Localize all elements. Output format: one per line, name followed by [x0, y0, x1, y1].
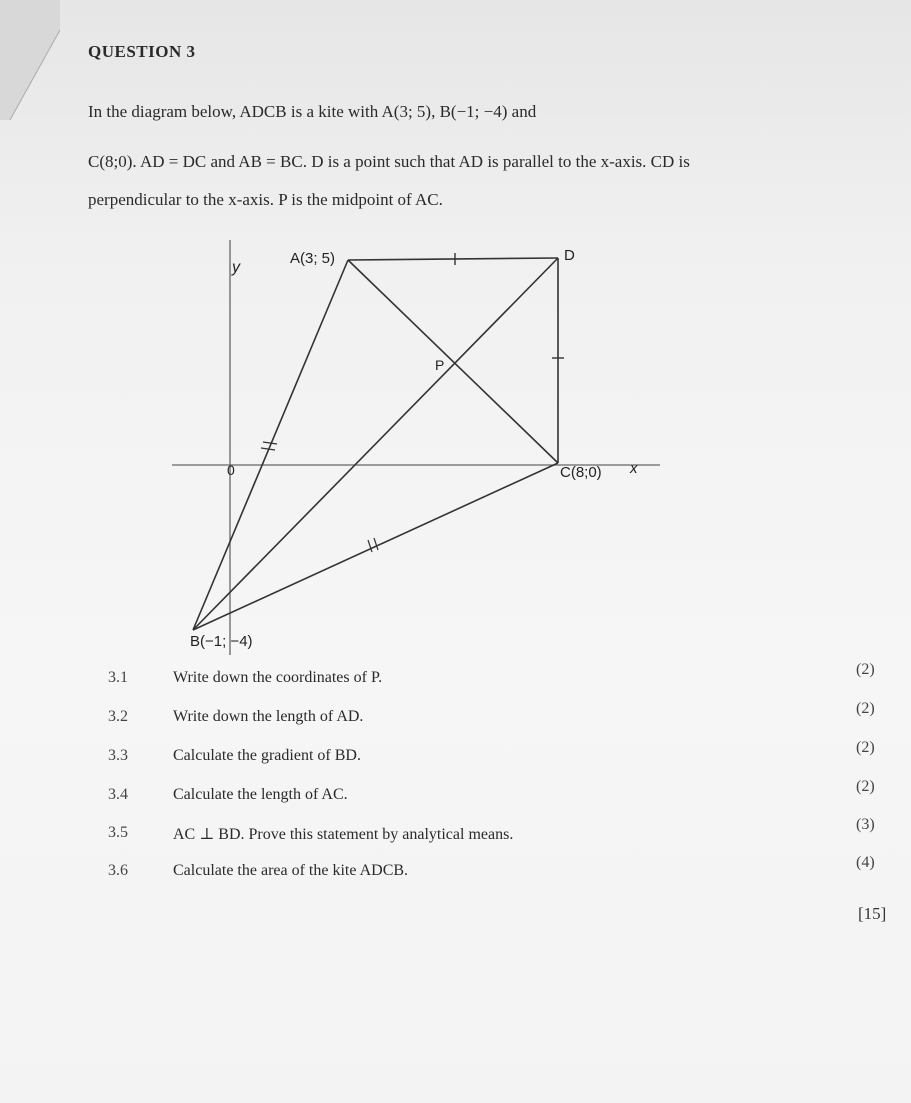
question-text: Calculate the area of the kite ADCB. [173, 862, 409, 879]
question-number: 3.3 [108, 747, 128, 764]
question-text: Calculate the gradient of BD. [173, 747, 361, 764]
side-CB [193, 463, 558, 630]
question-title: QUESTION 3 [88, 42, 196, 61]
question-text: Write down the length of AD. [173, 708, 364, 725]
question-row-3-4 [0, 778, 911, 816]
question-number: 3.6 [108, 862, 128, 879]
question-text: AC ⊥ BD. Prove this statement by analytical means. [173, 826, 514, 843]
side-AD [348, 258, 558, 260]
label-C: C(8;0) [560, 464, 602, 481]
question-row-3-1 [0, 661, 911, 699]
question-row-3-3 [0, 739, 911, 777]
question-marks: (2) [856, 739, 875, 756]
question-marks: (3) [856, 816, 875, 833]
question-marks: (2) [856, 778, 875, 795]
question-row-3-2 [0, 700, 911, 738]
question-number: 3.2 [108, 708, 128, 725]
diagonal-BD [193, 258, 558, 630]
label-B: B(−1; −4) [190, 633, 253, 650]
question-number: 3.5 [108, 824, 128, 841]
kite-diagram [160, 230, 680, 660]
question-text: Write down the coordinates of P. [173, 669, 383, 686]
label-x: x [630, 460, 638, 477]
intro-line-2: C(8;0). AD = DC and AB = BC. D is a point such that AD is parallel to the x-axis. CD is [88, 152, 690, 171]
label-D: D [564, 247, 575, 264]
previous-page-corner [0, 0, 60, 120]
question-number: 3.4 [108, 786, 128, 803]
total-marks: [15] [858, 904, 887, 923]
double-tick-AB [261, 442, 277, 450]
intro-line-1: In the diagram below, ADCB is a kite with A(3; 5), B(−1; −4) and [88, 102, 537, 121]
question-marks: (4) [856, 854, 875, 871]
question-text: Calculate the length of AC. [173, 786, 348, 803]
question-number: 3.1 [108, 669, 128, 686]
question-marks: (2) [856, 700, 875, 717]
label-y: y [232, 259, 240, 276]
intro-line-3: perpendicular to the x-axis. P is the midpoint of AC. [88, 190, 443, 209]
label-origin: 0 [227, 462, 235, 478]
question-marks: (2) [856, 661, 875, 678]
question-row-3-5 [0, 816, 911, 854]
label-P: P [435, 357, 445, 373]
question-row-3-6 [0, 854, 911, 892]
side-BA [193, 260, 348, 630]
label-A: A(3; 5) [290, 250, 336, 267]
